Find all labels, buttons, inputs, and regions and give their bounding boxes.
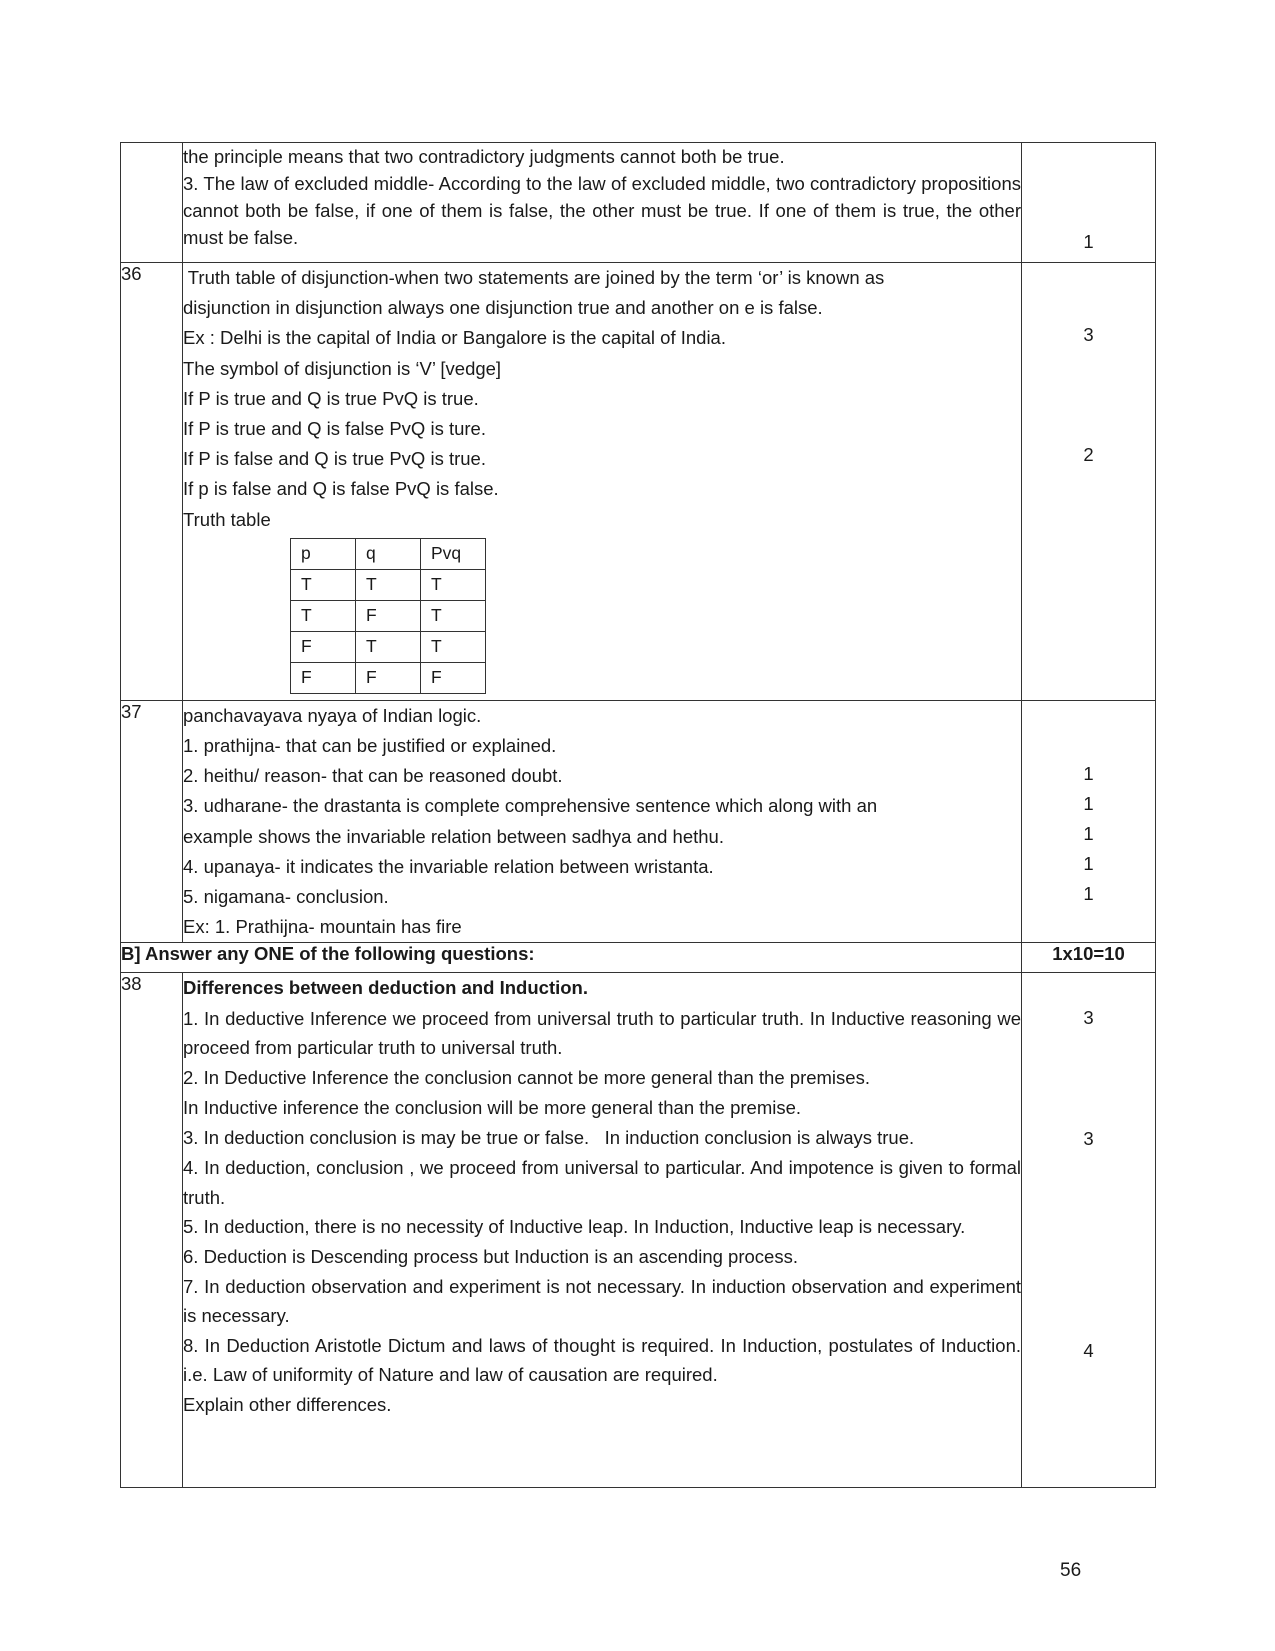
answer-line: Ex: 1. Prathijna- mountain has fire bbox=[183, 916, 462, 938]
truth-table-cell: T bbox=[421, 569, 486, 600]
truth-table-cell: T bbox=[356, 569, 421, 600]
answer-line: example shows the invariable relation between sadhya and hethu. bbox=[183, 825, 724, 847]
question-number: 36 bbox=[121, 263, 183, 701]
answer-line: 6. Deduction is Descending process but Induction is an ascending process. bbox=[183, 1245, 798, 1267]
row-question-38 bbox=[121, 973, 1156, 1488]
mark-value: 3 bbox=[1083, 1007, 1094, 1029]
truth-table-cell: T bbox=[421, 631, 486, 662]
answer-line: 1. prathijna- that can be justified or explained. bbox=[183, 735, 557, 757]
answer-line: In Inductive inference the conclusion will be more general than the premise. bbox=[183, 1096, 802, 1118]
truth-table-header-cell: q bbox=[356, 538, 421, 569]
marks-cell bbox=[1022, 143, 1156, 263]
question-number: 38 bbox=[121, 973, 183, 1488]
truth-table-cell: F bbox=[356, 662, 421, 693]
question-number: 37 bbox=[121, 700, 183, 943]
question-number-cell bbox=[121, 143, 183, 263]
answer-heading: Differences between deduction and Induction. bbox=[183, 977, 588, 999]
marks-cell bbox=[1022, 973, 1156, 1488]
mark-value: 1 bbox=[1083, 792, 1094, 814]
answer-line: 4. upanaya- it indicates the invariable relation between wristanta. bbox=[183, 855, 714, 877]
answer-paragraph: 3. The law of excluded middle- According to the law of excluded middle, two contradictory propositions cannot both be false, if one of them is false, the other must be true. If one of them is true, the other must be false. bbox=[183, 173, 1021, 248]
answer-line: 2. In Deductive Inference the conclusion cannot be more general than the premises. bbox=[183, 1066, 870, 1088]
truth-table-header bbox=[291, 538, 486, 569]
mark-value: 1 bbox=[1083, 762, 1094, 784]
mark-value: 3 bbox=[1083, 1128, 1094, 1150]
mark-value: 3 bbox=[1083, 324, 1094, 345]
answer-line: 2. heithu/ reason- that can be reasoned doubt. bbox=[183, 765, 563, 787]
mark-value: 1 bbox=[1083, 852, 1094, 874]
truth-table-cell: F bbox=[421, 662, 486, 693]
answer-content bbox=[183, 263, 1022, 701]
answer-line: 3. udharane- the drastanta is complete comprehensive sentence which along with an bbox=[183, 795, 878, 817]
marks-cell bbox=[1022, 263, 1156, 701]
truth-table-header-cell: Pvq bbox=[421, 538, 486, 569]
answer-content bbox=[183, 143, 1022, 263]
answer-paragraph: 7. In deduction observation and experiment is not necessary. In induction observation and experiment is necessary. bbox=[183, 1275, 1021, 1327]
answer-line: Truth table of disjunction-when two statements are joined by the term ‘or’ is known as bbox=[183, 267, 885, 288]
answer-paragraph: 1. In deductive Inference we proceed from universal truth to particular truth. In Inductive reasoning we proceed from particular truth to universal truth. bbox=[183, 1007, 1021, 1059]
mark-value: 1 bbox=[1083, 822, 1094, 844]
truth-table bbox=[290, 538, 486, 694]
truth-table-row bbox=[291, 569, 486, 600]
answer-content bbox=[183, 700, 1022, 943]
truth-table-cell: F bbox=[291, 662, 356, 693]
row-continuation bbox=[121, 143, 1156, 263]
truth-table-header-cell: p bbox=[291, 538, 356, 569]
answer-line: panchavayava nyaya of Indian logic. bbox=[183, 704, 482, 726]
answer-line: Explain other differences. bbox=[183, 1393, 392, 1415]
answer-line: the principle means that two contradictory judgments cannot both be true. bbox=[183, 146, 785, 167]
page-number: 56 bbox=[1060, 1560, 1082, 1581]
answer-content bbox=[183, 973, 1022, 1488]
mark-value: 2 bbox=[1083, 444, 1094, 465]
truth-table-row bbox=[291, 662, 486, 693]
row-question-37 bbox=[121, 700, 1156, 943]
mark-value: 1 bbox=[1083, 882, 1094, 904]
answer-line: 5. nigamana- conclusion. bbox=[183, 886, 389, 908]
truth-table-row bbox=[291, 631, 486, 662]
answer-line: Ex : Delhi is the capital of India or Bangalore is the capital of India. bbox=[183, 327, 726, 349]
marks-cell bbox=[1022, 700, 1156, 943]
answer-line: If P is true and Q is true PvQ is true. bbox=[183, 387, 479, 409]
truth-table-cell: T bbox=[291, 600, 356, 631]
truth-table-row bbox=[291, 600, 486, 631]
answer-line: Truth table bbox=[183, 508, 271, 530]
row-question-36 bbox=[121, 263, 1156, 701]
truth-table-cell: T bbox=[421, 600, 486, 631]
truth-table-cell: T bbox=[356, 631, 421, 662]
answer-line: If p is false and Q is false PvQ is false. bbox=[183, 478, 499, 500]
mark-value: 1 bbox=[1083, 231, 1094, 252]
answer-paragraph: 8. In Deduction Aristotle Dictum and laws of thought is required. In Induction, postulates of Induction. i.e. Law of uniformity of Nature and law of causation are required. bbox=[183, 1334, 1021, 1386]
truth-table-cell: T bbox=[291, 569, 356, 600]
answer-paragraph: 5. In deduction, there is no necessity of Inductive leap. In Induction, Inductive leap is necessary. bbox=[183, 1216, 966, 1238]
answer-paragraph: 4. In deduction, conclusion , we proceed from universal to particular. And impotence is given to formal truth. bbox=[183, 1157, 1021, 1208]
section-heading: B] Answer any ONE of the following questions: bbox=[121, 943, 1022, 973]
answer-line: disjunction in disjunction always one disjunction true and another on e is false. bbox=[183, 297, 823, 319]
answer-line: If P is true and Q is false PvQ is ture. bbox=[183, 418, 486, 440]
truth-table-cell: F bbox=[356, 600, 421, 631]
truth-table-cell: F bbox=[291, 631, 356, 662]
section-marks: 1x10=10 bbox=[1022, 943, 1156, 973]
row-section-b bbox=[121, 943, 1156, 973]
answer-line: The symbol of disjunction is ‘V’ [vedge] bbox=[183, 357, 502, 379]
answer-line: 3. In deduction conclusion is may be true or false. In induction conclusion is always true. bbox=[183, 1127, 915, 1149]
answer-line: If P is false and Q is true PvQ is true. bbox=[183, 448, 486, 470]
mark-value: 4 bbox=[1083, 1340, 1094, 1362]
answer-key-table bbox=[120, 142, 1156, 1488]
